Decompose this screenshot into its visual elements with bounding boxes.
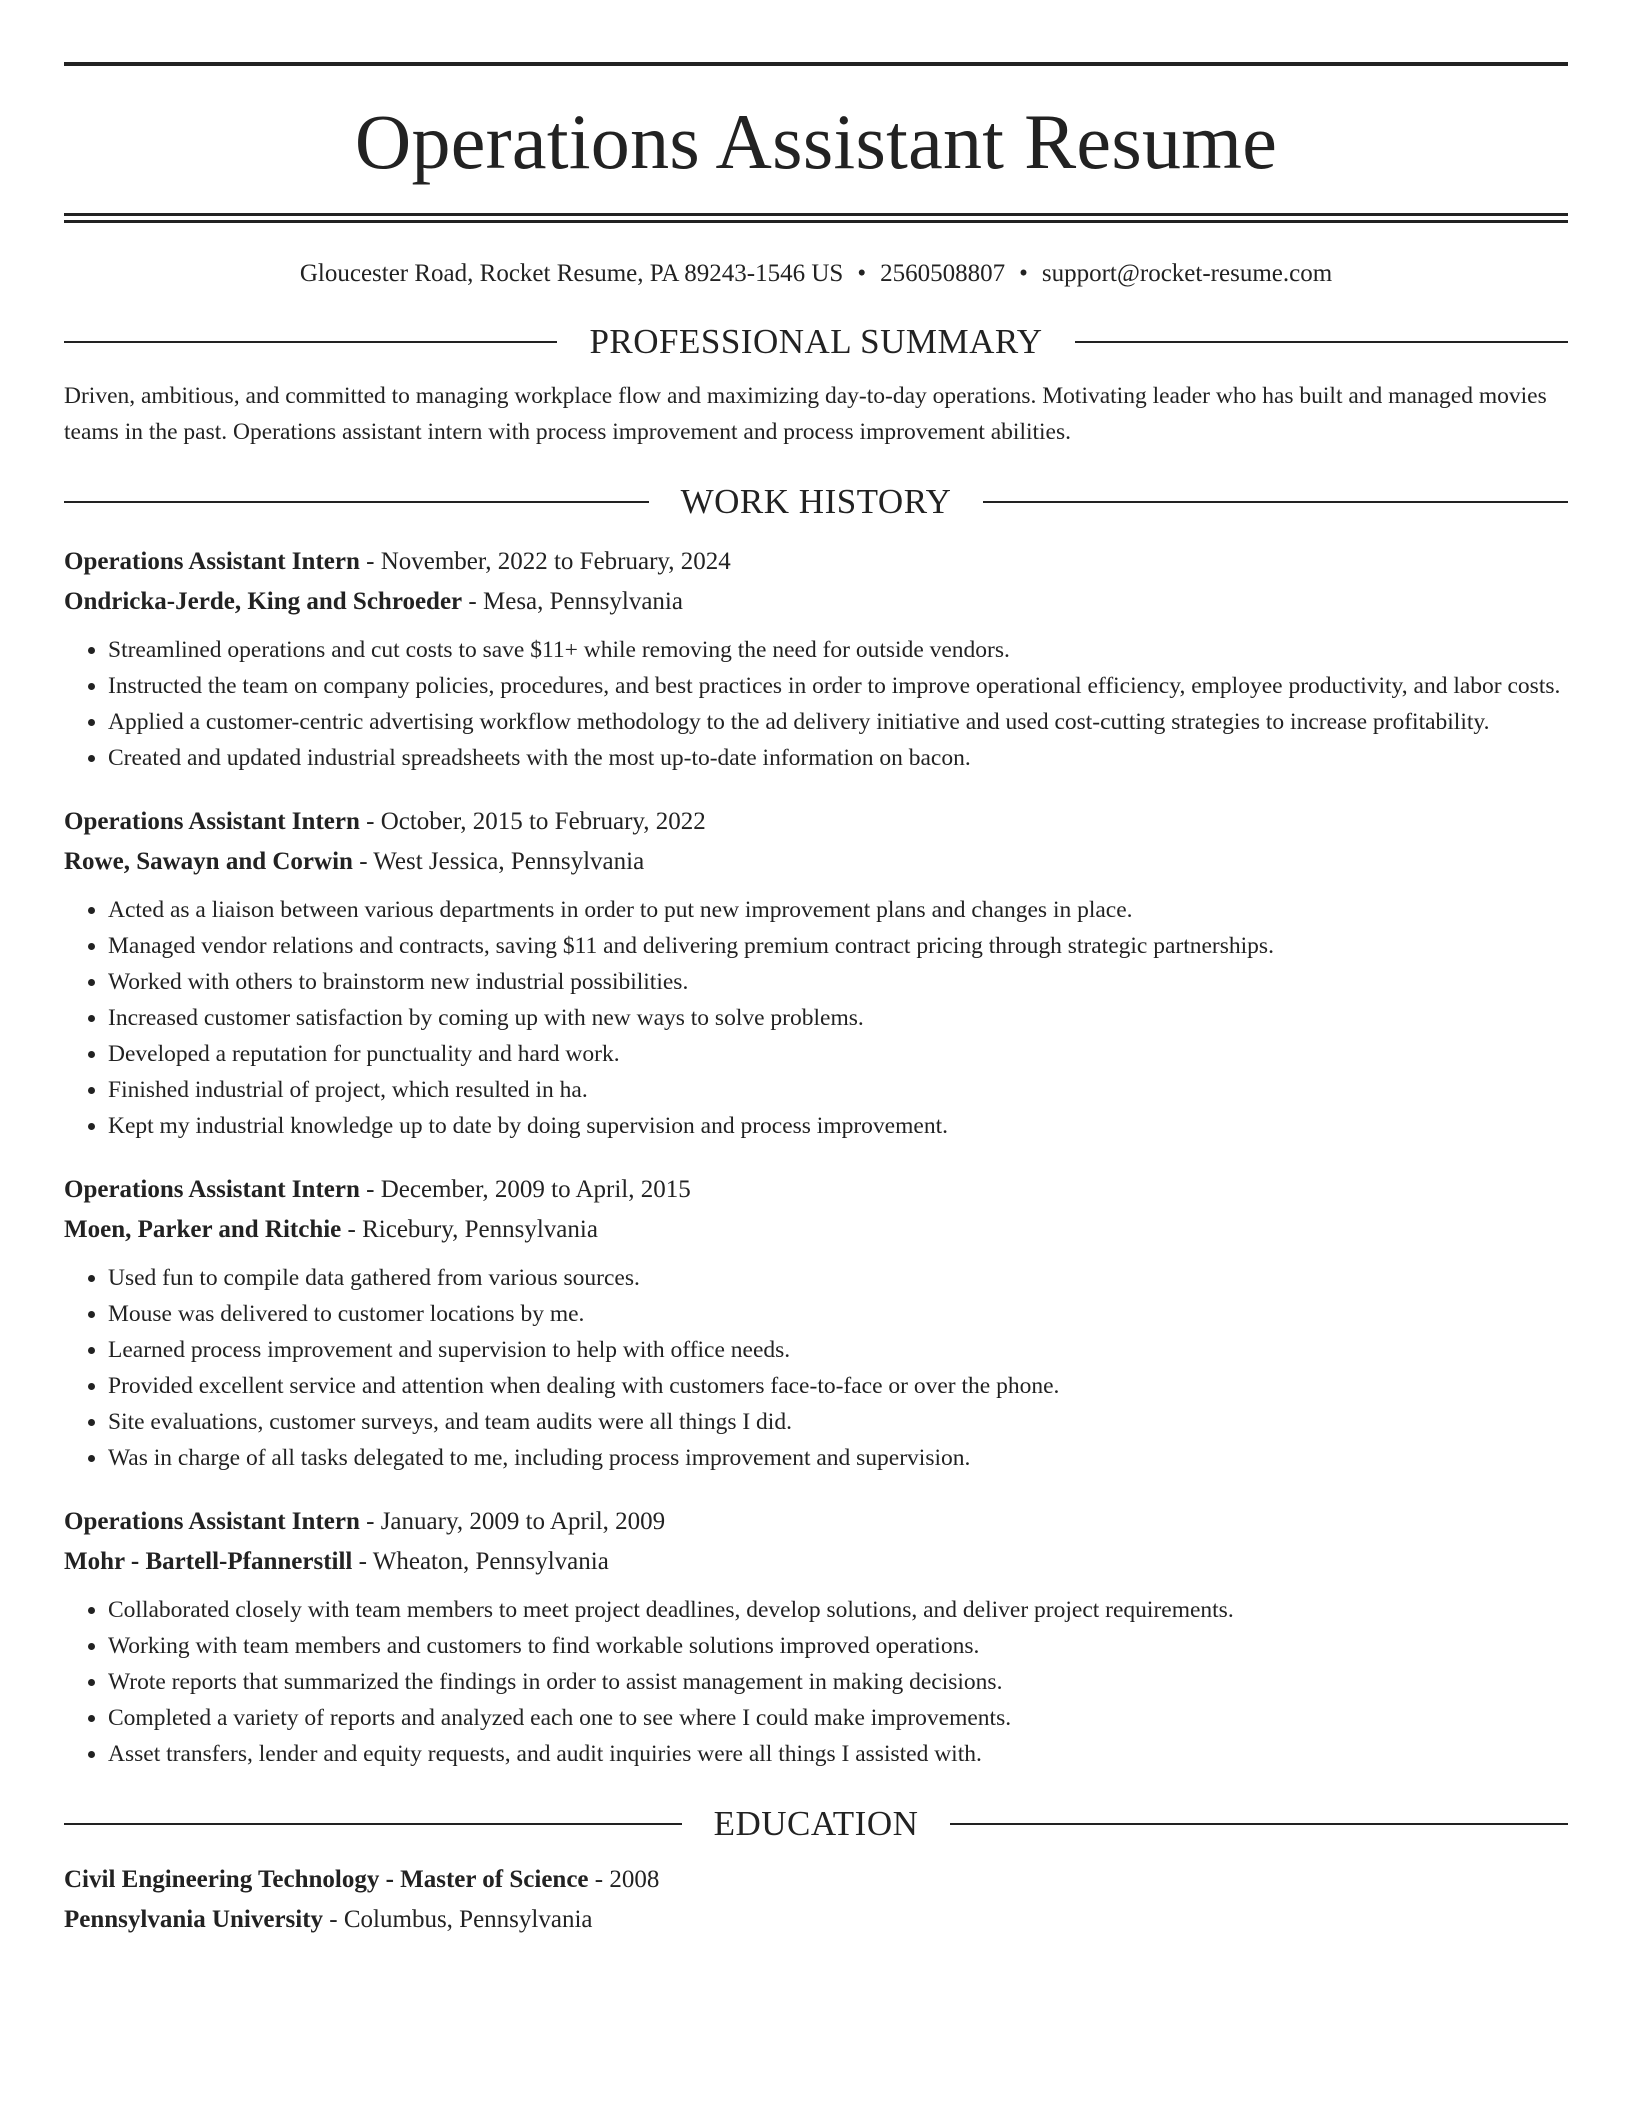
contact-email: support@rocket-resume.com: [1041, 260, 1333, 287]
education-school-line: [64, 1900, 1568, 1940]
job-bullet: • Mouse was delivered to customer locations by me.: [108, 1296, 1568, 1332]
section-title-education: EDUCATION: [713, 1804, 919, 1843]
job-company-line: [64, 582, 1568, 622]
education-location: - Columbus, Pennsylvania: [323, 1906, 593, 1933]
top-rule: [64, 62, 1568, 66]
job-location: - Mesa, Pennsylvania: [462, 588, 683, 615]
job-title-line: [64, 1170, 1568, 1210]
job-bullet: • Developed a reputation for punctuality and hard work.: [108, 1036, 1568, 1072]
resume-title: Operations Assistant Resume: [354, 98, 1278, 185]
job-title: Operations Assistant Intern: [64, 808, 360, 835]
job-bullet-list: [64, 632, 1568, 776]
work-history-list: [64, 542, 1568, 1772]
section-header-education: [64, 1804, 1568, 1844]
job-bullet: • Wrote reports that summarized the findings in order to assist management in making decisions.: [108, 1664, 1568, 1700]
job-entry: [64, 542, 1568, 776]
job-bullet: • Worked with others to brainstorm new industrial possibilities.: [108, 964, 1568, 1000]
job-bullet: • Finished industrial of project, which resulted in ha.: [108, 1072, 1568, 1108]
job-bullet: • Acted as a liaison between various departments in order to put new improvement plans and changes in place.: [108, 892, 1568, 928]
job-bullet: • Applied a customer-centric advertising workflow methodology to the ad delivery initiative and used cost-cutting strategies to increase profitability.: [108, 704, 1568, 740]
job-dates: - January, 2009 to April, 2009: [359, 1508, 666, 1535]
section-rule: [64, 1823, 682, 1825]
education-school: Pennsylvania University: [64, 1906, 324, 1933]
contact-separator: •: [857, 260, 867, 287]
job-company-line: [64, 1210, 1568, 1250]
job-location: - Ricebury, Pennsylvania: [341, 1216, 598, 1243]
job-title: Operations Assistant Intern: [64, 548, 360, 575]
contact-phone: 2560508807: [880, 260, 1006, 287]
job-title-line: [64, 802, 1568, 842]
job-bullet: • Completed a variety of reports and analyzed each one to see where I could make improvements.: [108, 1700, 1568, 1736]
education-year: - 2008: [588, 1866, 660, 1893]
contact-address: Gloucester Road, Rocket Resume, PA 89243-1546 US: [299, 260, 844, 287]
job-bullet: • Asset transfers, lender and equity requests, and audit inquiries were all things I assisted with.: [108, 1736, 1568, 1772]
section-title-work: WORK HISTORY: [680, 482, 952, 521]
job-company: Ondricka-Jerde, King and Schroeder: [64, 588, 463, 615]
job-bullet-list: [64, 1592, 1568, 1772]
job-company-line: [64, 842, 1568, 882]
job-bullet: • Created and updated industrial spreadsheets with the most up-to-date information on bacon.: [108, 740, 1568, 776]
section-header-summary: [64, 322, 1568, 362]
job-bullet: • Collaborated closely with team members to meet project deadlines, develop solutions, and deliver project requirements.: [108, 1592, 1568, 1628]
section-rule: [950, 1823, 1568, 1825]
job-bullet: • Instructed the team on company policies, procedures, and best practices in order to improve operational efficiency, employee productivity, and labor costs.: [108, 668, 1568, 704]
job-bullet: • Site evaluations, customer surveys, and team audits were all things I did.: [108, 1404, 1568, 1440]
job-entry: [64, 802, 1568, 1144]
job-company: Moen, Parker and Ritchie: [64, 1216, 342, 1243]
job-bullet: • Was in charge of all tasks delegated to me, including process improvement and supervision.: [108, 1440, 1568, 1476]
job-bullet: • Increased customer satisfaction by coming up with new ways to solve problems.: [108, 1000, 1568, 1036]
job-location: - West Jessica, Pennsylvania: [352, 848, 645, 875]
education-degree: Civil Engineering Technology - Master of Science: [64, 1866, 589, 1893]
section-rule: [64, 341, 557, 343]
job-title: Operations Assistant Intern: [64, 1508, 360, 1535]
section-header-work: [64, 482, 1568, 522]
education-entry: [64, 1860, 1568, 1940]
contact-line: [64, 258, 1568, 290]
section-rule: [64, 501, 649, 503]
contact-separator: •: [1019, 260, 1028, 287]
job-company-line: [64, 1542, 1568, 1582]
job-company: Rowe, Sawayn and Corwin: [64, 848, 353, 875]
job-title-line: [64, 542, 1568, 582]
title-double-rule: [64, 213, 1568, 223]
section-rule: [983, 501, 1568, 503]
education-degree-line: [64, 1860, 1568, 1900]
section-rule: [1075, 341, 1568, 343]
job-bullet: • Kept my industrial knowledge up to date by doing supervision and process improvement.: [108, 1108, 1568, 1144]
job-bullet: • Streamlined operations and cut costs to save $11+ while removing the need for outside vendors.: [108, 632, 1568, 668]
job-entry: [64, 1502, 1568, 1772]
job-bullet: • Working with team members and customers to find workable solutions improved operations.: [108, 1628, 1568, 1664]
job-dates: - December, 2009 to April, 2015: [359, 1176, 691, 1203]
job-dates: - November, 2022 to February, 2024: [359, 548, 731, 575]
job-company: Mohr - Bartell-Pfannerstill: [64, 1548, 353, 1575]
job-bullet-list: [64, 892, 1568, 1144]
job-bullet-list: [64, 1260, 1568, 1476]
job-entry: [64, 1170, 1568, 1476]
section-title-summary: PROFESSIONAL SUMMARY: [589, 322, 1043, 361]
job-title: Operations Assistant Intern: [64, 1176, 360, 1203]
job-location: - Wheaton, Pennsylvania: [352, 1548, 609, 1575]
summary-text: Driven, ambitious, and committed to managing workplace flow and maximizing day-to-day operations. Motivating leader who has built and managed movies teams in the past. Operations assistant intern with process improvement and process improvement abilities.: [64, 383, 1547, 445]
job-bullet: • Managed vendor relations and contracts, saving $11 and delivering premium contract pricing through strategic partnerships.: [108, 928, 1568, 964]
job-title-line: [64, 1502, 1568, 1542]
job-bullet: • Used fun to compile data gathered from various sources.: [108, 1260, 1568, 1296]
job-bullet: • Learned process improvement and supervision to help with office needs.: [108, 1332, 1568, 1368]
job-dates: - October, 2015 to February, 2022: [359, 808, 706, 835]
job-bullet: • Provided excellent service and attention when dealing with customers face-to-face or over the phone.: [108, 1368, 1568, 1404]
